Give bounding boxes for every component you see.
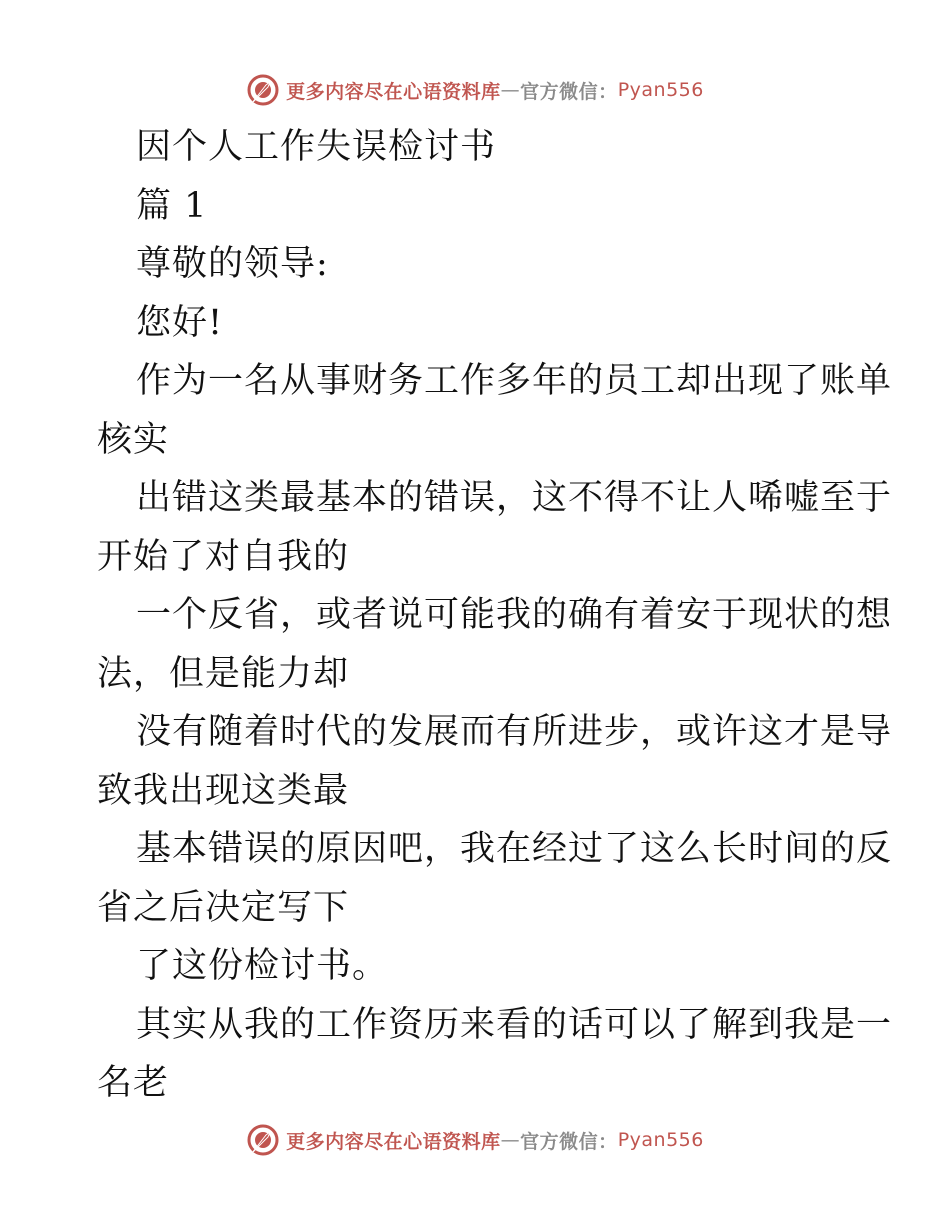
- banner-dash: —: [500, 79, 521, 101]
- body-line: 核实: [97, 419, 170, 460]
- section-number: 篇 1: [136, 185, 208, 226]
- salutation: 尊敬的领导:: [136, 244, 329, 284]
- body-line: 法，但是能力却: [97, 653, 350, 694]
- body-line: 一个反省，或者说可能我的确有着安于现状的想: [136, 595, 893, 635]
- body-line: 了这份检讨书。: [136, 946, 389, 986]
- banner-wechat-label: 官方微信：: [520, 80, 618, 103]
- body-line: 作为一名从事财务工作多年的员工却出现了账单: [136, 361, 893, 401]
- banner-wechat-id: Pyan556: [617, 1129, 704, 1151]
- footer-banner: [0, 1120, 950, 1160]
- body-line: 省之后决定写下: [97, 887, 350, 928]
- body-line: 名老: [97, 1063, 170, 1103]
- body-line: 开始了对自我的: [97, 536, 350, 577]
- quill-seal-icon: [246, 73, 280, 107]
- body-line: 没有随着时代的发展而有所进步，或许这才是导: [136, 712, 893, 752]
- body-line: 出错这类最基本的错误，这不得不让人唏嘘至于: [136, 478, 893, 518]
- document-title: 因个人工作失误检讨书: [136, 127, 497, 167]
- banner-wechat-label: 官方微信：: [520, 1130, 618, 1153]
- greeting: 您好!: [136, 302, 224, 343]
- body-line: 基本错误的原因吧，我在经过了这么长时间的反: [136, 829, 893, 869]
- banner-wechat-id: Pyan556: [617, 79, 704, 101]
- body-line: 致我出现这类最: [97, 770, 350, 811]
- banner-title: 更多内容尽在心语资料库: [286, 1130, 501, 1153]
- body-line: 其实从我的工作资历来看的话可以了解到我是一: [136, 1004, 893, 1045]
- header-banner: [0, 70, 950, 110]
- banner-dash: —: [500, 1129, 521, 1151]
- document-body: [97, 118, 893, 1113]
- quill-seal-icon: [246, 1123, 280, 1157]
- banner-title: 更多内容尽在心语资料库: [286, 80, 501, 103]
